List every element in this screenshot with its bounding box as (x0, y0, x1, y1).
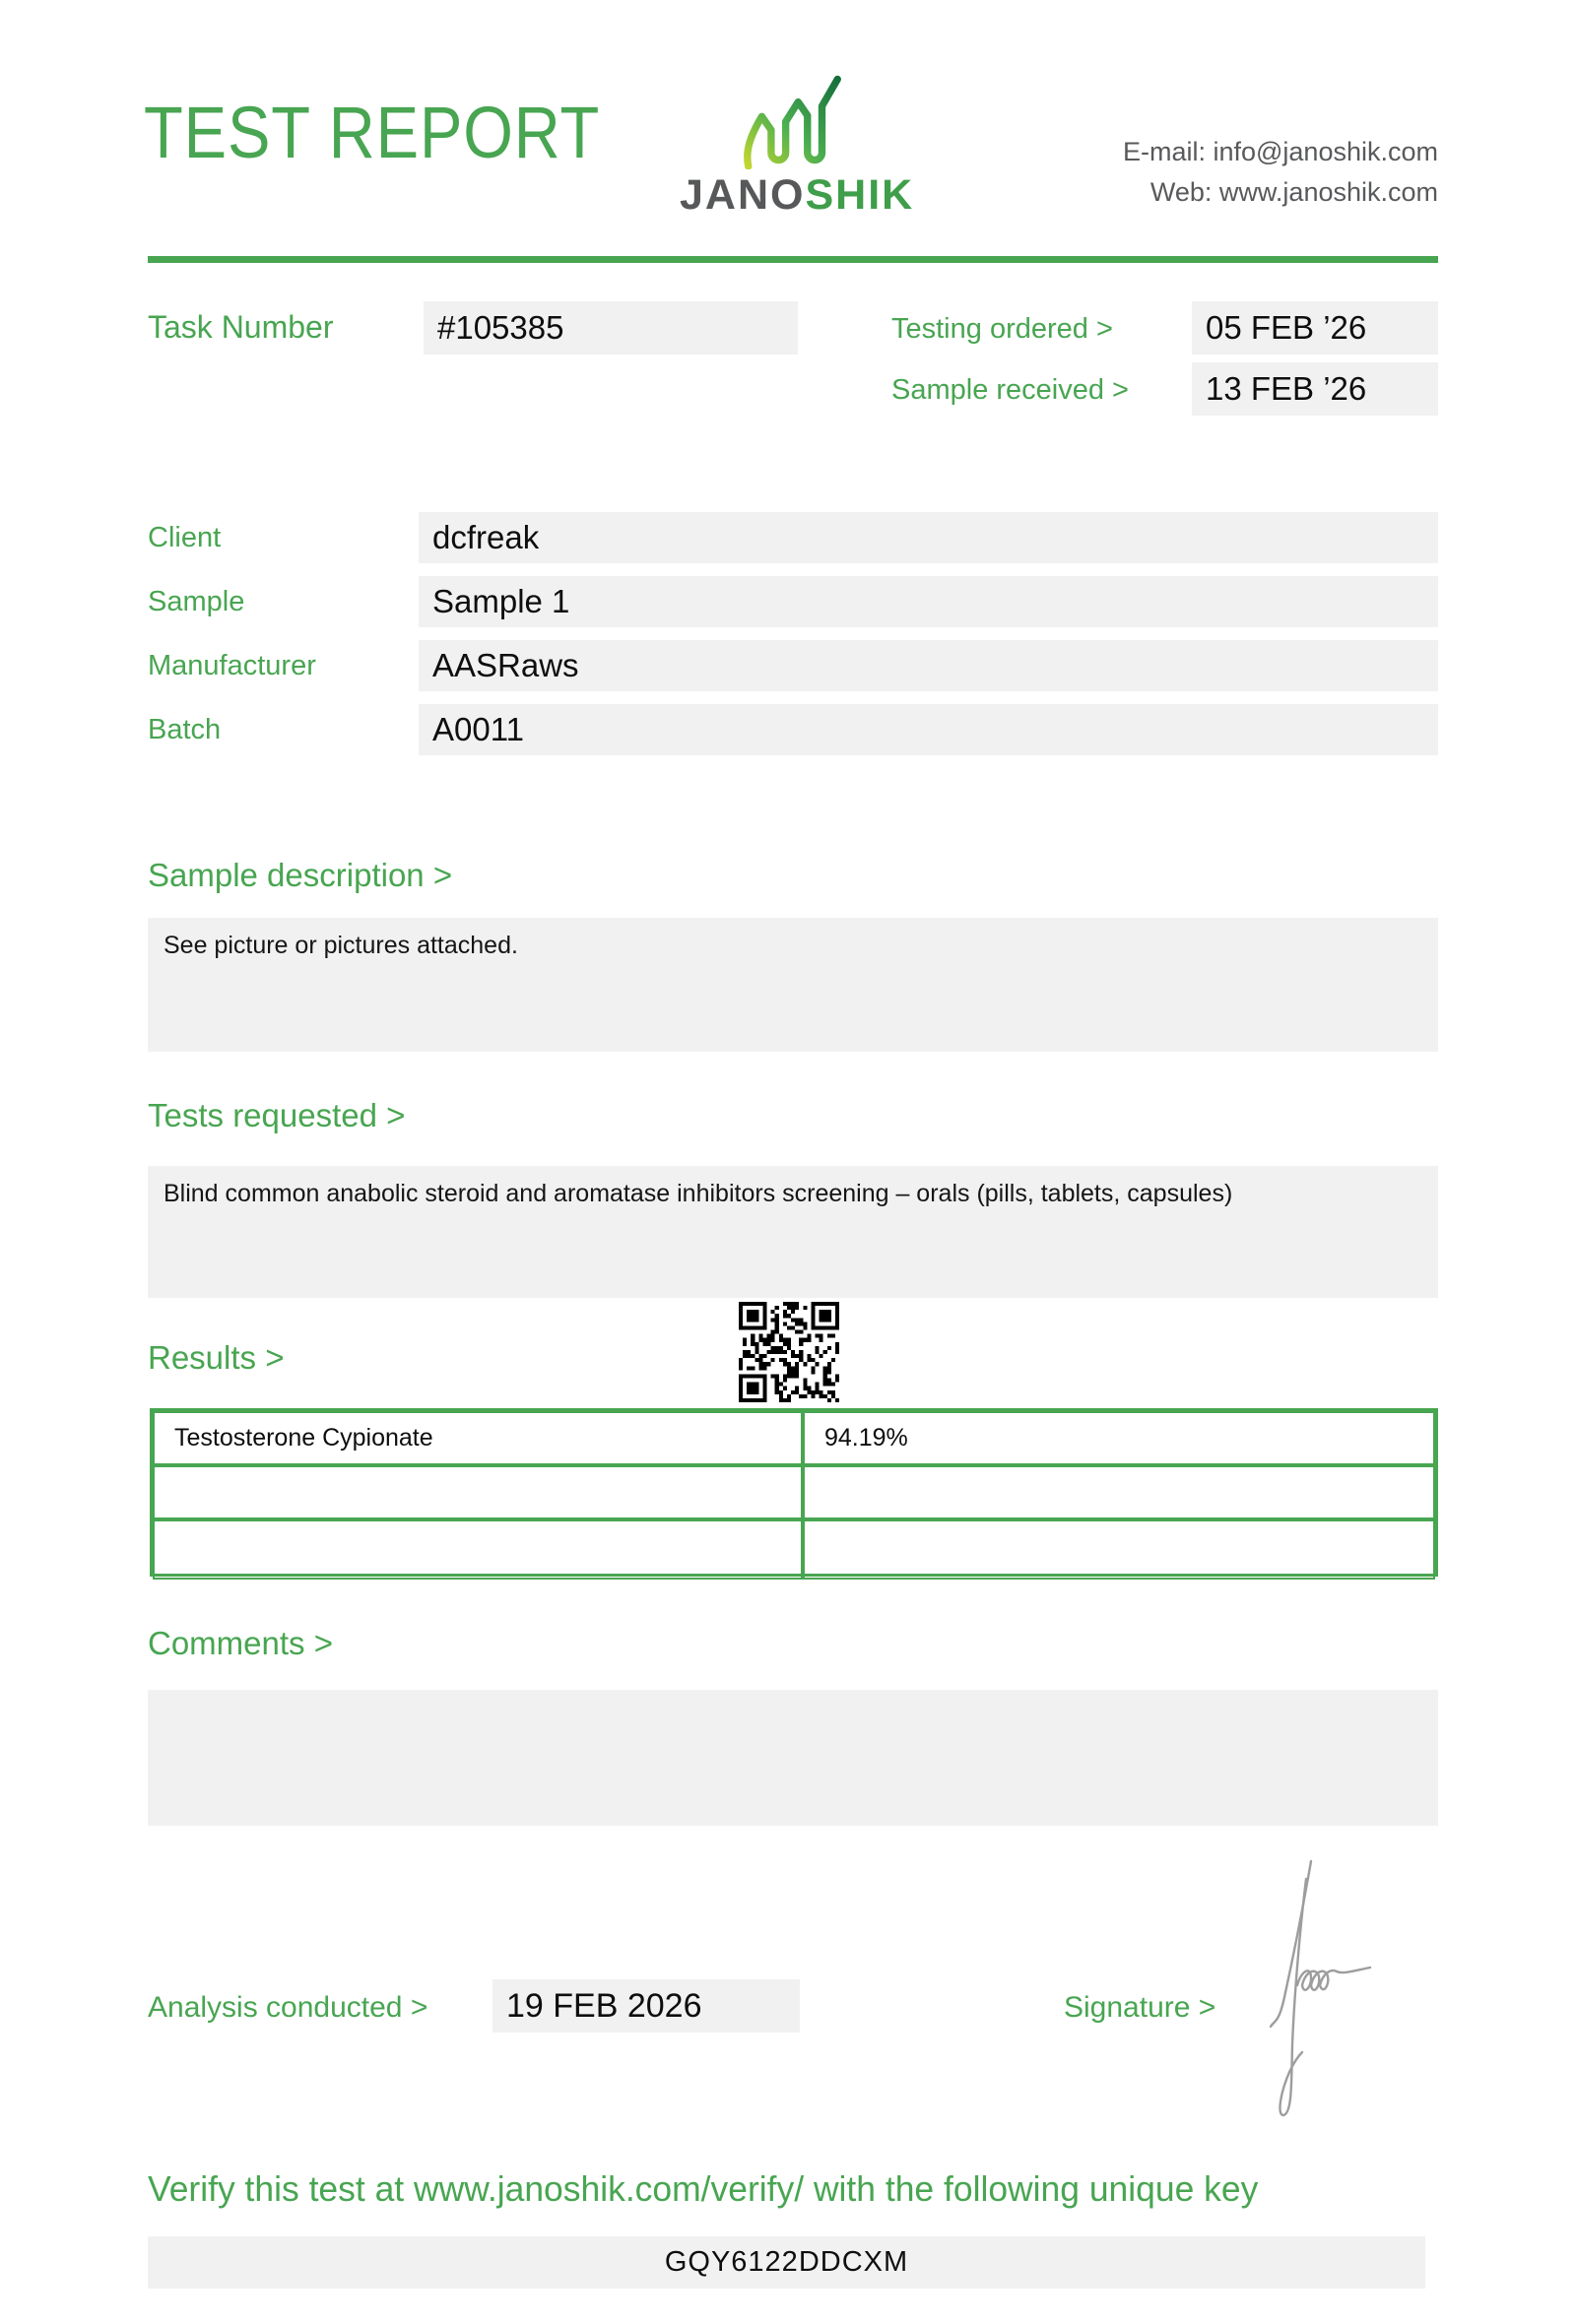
manufacturer-value: AASRaws (419, 640, 1438, 691)
page-title: TEST REPORT (144, 92, 601, 173)
sample-description-box: See picture or pictures attached. (148, 918, 1438, 1052)
sample-description-heading: Sample description > (148, 857, 453, 893)
tests-requested-heading: Tests requested > (148, 1097, 406, 1133)
results-table (150, 1408, 1438, 1577)
comments-heading: Comments > (148, 1625, 333, 1661)
tests-requested-box: Blind common anabolic steroid and aromatase inhibitors screening – orals (pills, tablets, capsules) (148, 1166, 1438, 1298)
sample-received-value: 13 FEB ’26 (1192, 362, 1438, 416)
contact-email: E-mail: info@janoshik.com (1122, 137, 1438, 166)
client-label: Client (148, 521, 222, 553)
qr-code (739, 1302, 839, 1402)
testing-ordered-label: Testing ordered > (891, 313, 1113, 345)
result-value-empty (803, 1465, 1435, 1519)
signature-scribble (1243, 1828, 1468, 2155)
sample-label: Sample (148, 585, 245, 617)
results-heading: Results > (148, 1339, 285, 1376)
sample-value: Sample 1 (419, 576, 1438, 627)
chart-growth-icon (740, 71, 846, 169)
analysis-date-value: 19 FEB 2026 (492, 1979, 800, 2033)
task-number-label: Task Number (148, 309, 334, 345)
result-substance-empty (153, 1519, 803, 1580)
task-number-value: #105385 (424, 301, 798, 355)
brand-wordmark (680, 171, 915, 220)
result-value: 94.19% (803, 1411, 1435, 1465)
result-value-empty (803, 1519, 1435, 1580)
contact-info (1123, 132, 1438, 213)
analysis-conducted-label: Analysis conducted > (148, 1991, 428, 2024)
result-substance: Testosterone Cypionate (153, 1411, 803, 1465)
signature-label: Signature > (1064, 1991, 1216, 2024)
client-value: dcfreak (419, 512, 1438, 563)
verify-instruction: Verify this test at www.janoshik.com/verify/ with the following unique key (148, 2168, 1259, 2209)
header-divider (148, 256, 1438, 263)
batch-value: A0011 (419, 704, 1438, 755)
comments-box (148, 1690, 1438, 1826)
unique-key-value: GQY6122DDCXM (148, 2236, 1425, 2289)
result-substance-empty (153, 1465, 803, 1519)
batch-label: Batch (148, 713, 222, 745)
testing-ordered-value: 05 FEB ’26 (1192, 301, 1438, 355)
janoshik-logo (680, 71, 915, 220)
contact-web: Web: www.janoshik.com (1149, 177, 1438, 207)
brand-secondary: SHIK (805, 171, 915, 219)
sample-received-label: Sample received > (891, 374, 1129, 406)
manufacturer-label: Manufacturer (148, 649, 316, 681)
brand-primary: JANO (680, 171, 806, 219)
